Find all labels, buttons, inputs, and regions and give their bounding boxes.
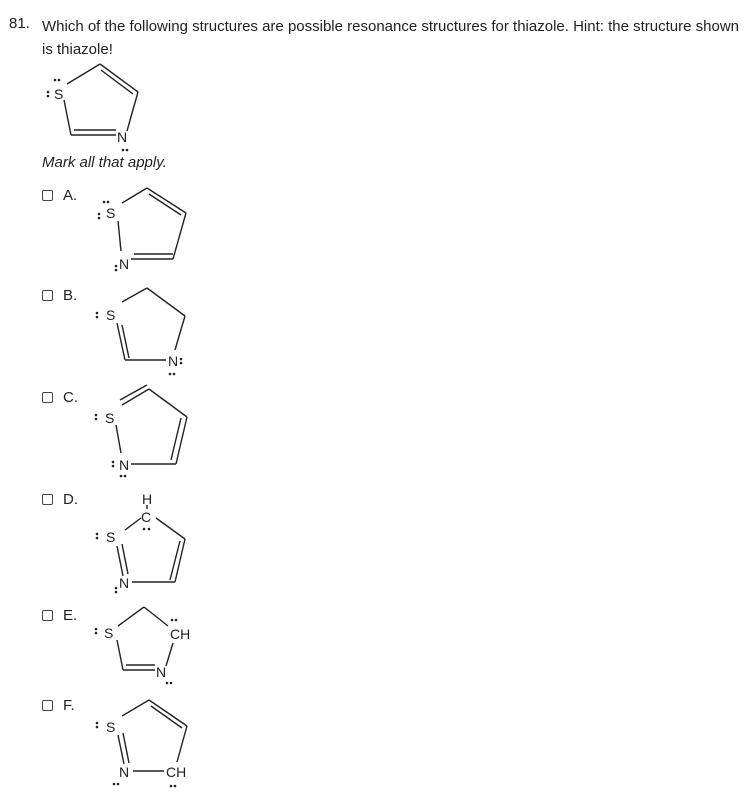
option-c-structure xyxy=(0,380,754,480)
instruction-text: Mark all that apply. xyxy=(42,154,167,171)
option-b-label: B. xyxy=(63,287,78,304)
thiazole-structure xyxy=(0,0,754,170)
option-f-atom-s: S xyxy=(106,719,116,735)
option-e-atom-ch: CH xyxy=(170,626,191,642)
option-a-atom-s: S xyxy=(106,205,116,221)
option-c-label: C. xyxy=(63,389,78,406)
ring-bonds xyxy=(64,64,138,135)
option-f-structure xyxy=(0,690,754,805)
option-d-atom-s: S xyxy=(106,529,116,545)
option-d-atom-h: H xyxy=(142,491,153,507)
question-number: 81. xyxy=(9,15,30,32)
option-e-structure xyxy=(0,600,754,700)
option-e-label: E. xyxy=(63,607,78,624)
option-f-label: F. xyxy=(63,697,75,714)
option-b-atom-n: N xyxy=(168,353,179,369)
option-a-atom-n: N xyxy=(119,256,130,272)
option-a-structure xyxy=(0,180,754,280)
option-d-label: D. xyxy=(63,491,78,508)
option-f-atom-n: N xyxy=(119,764,130,780)
option-f-atom-ch: CH xyxy=(166,764,187,780)
option-d-structure xyxy=(0,480,754,605)
atom-n: N xyxy=(117,129,128,145)
atom-s: S xyxy=(54,86,64,102)
option-c-atom-s: S xyxy=(105,410,115,426)
option-e-atom-s: S xyxy=(104,625,114,641)
question-text: Which of the following structures are possible resonance structures for thiazole. Hint: the structure shown is thiazole! xyxy=(42,18,739,58)
option-b-structure xyxy=(0,280,754,380)
option-d-atom-c: C xyxy=(141,509,152,525)
option-e-atom-n: N xyxy=(156,664,167,680)
option-d-atom-n: N xyxy=(119,575,130,591)
option-c-atom-n: N xyxy=(119,457,130,473)
option-b-atom-s: S xyxy=(106,307,116,323)
option-a-label: A. xyxy=(63,187,78,204)
